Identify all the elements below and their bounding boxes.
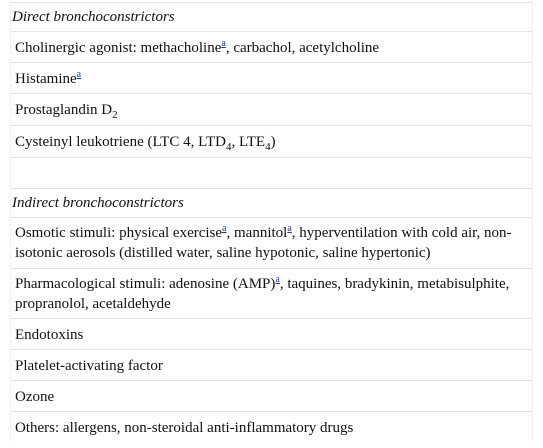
table-row-others: [10, 412, 533, 442]
footnote-link-histamine[interactable]: a: [76, 69, 82, 80]
table-row-prostaglandin: [10, 94, 533, 126]
platelet-text: Platelet-activating factor: [15, 358, 163, 374]
cysteinyl-text-a: Cysteinyl leukotriene (LTC 4, LTD: [15, 134, 226, 150]
footnote-link-methacholine[interactable]: a: [221, 38, 226, 49]
table-row-endotoxins: [10, 319, 533, 350]
endotoxins-text: Endotoxins: [15, 327, 84, 343]
osmotic-text-c: , hyperventilation with cold air, non-isotonic aerosols (distilled water, saline hypotonic, saline hypertonic): [15, 225, 512, 261]
table-row-spacer: [10, 158, 533, 189]
osmotic-text-b: , mannitol: [226, 225, 288, 241]
pharmacological-text-a: Pharmacological stimuli: adenosine (AMP): [15, 276, 276, 292]
osmotic-text-a: Osmotic stimuli: physical exercise: [15, 225, 223, 241]
histamine-text: Histamine: [15, 71, 77, 87]
cysteinyl-text-c: ): [270, 134, 276, 150]
footnote-link-exercise[interactable]: a: [222, 223, 227, 234]
table-row-cysteinyl: [10, 126, 533, 158]
bronchoconstrictors-table: [10, 2, 533, 442]
footnote-link-mannitol[interactable]: a: [287, 223, 292, 234]
lte-subscript: 4: [265, 141, 271, 153]
cysteinyl-text-b: , LTE: [231, 134, 266, 150]
prostaglandin-text: Prostaglandin D: [15, 102, 113, 118]
table-row-histamine: [10, 63, 533, 94]
footnote-link-adenosine[interactable]: a: [275, 274, 280, 285]
indirect-heading-text: Indirect bronchoconstrictors: [12, 195, 184, 211]
direct-heading-text: Direct bronchoconstrictors: [12, 9, 175, 25]
ltd-subscript: 4: [225, 141, 232, 153]
prostaglandin-subscript: 2: [112, 109, 118, 121]
cholinergic-text-a: Cholinergic agonist: methacholine: [15, 40, 222, 56]
table-row-platelet: [10, 350, 533, 381]
others-text: Others: allergens, non-steroidal anti-inflammatory drugs: [15, 420, 354, 436]
table-row-pharmacological: [10, 269, 533, 319]
section-heading-direct: [10, 3, 533, 32]
cholinergic-text-b: , carbachol, acetylcholine: [225, 40, 380, 56]
pharmacological-text-b: , taquines, bradykinin, metabisulphite, propranolol, acetaldehyde: [15, 276, 510, 312]
section-heading-indirect: [10, 189, 533, 218]
ozone-text: Ozone: [15, 389, 55, 405]
table-row-cholinergic: [10, 32, 533, 63]
table-row-ozone: [10, 381, 533, 412]
table-row-osmotic: [10, 218, 533, 269]
